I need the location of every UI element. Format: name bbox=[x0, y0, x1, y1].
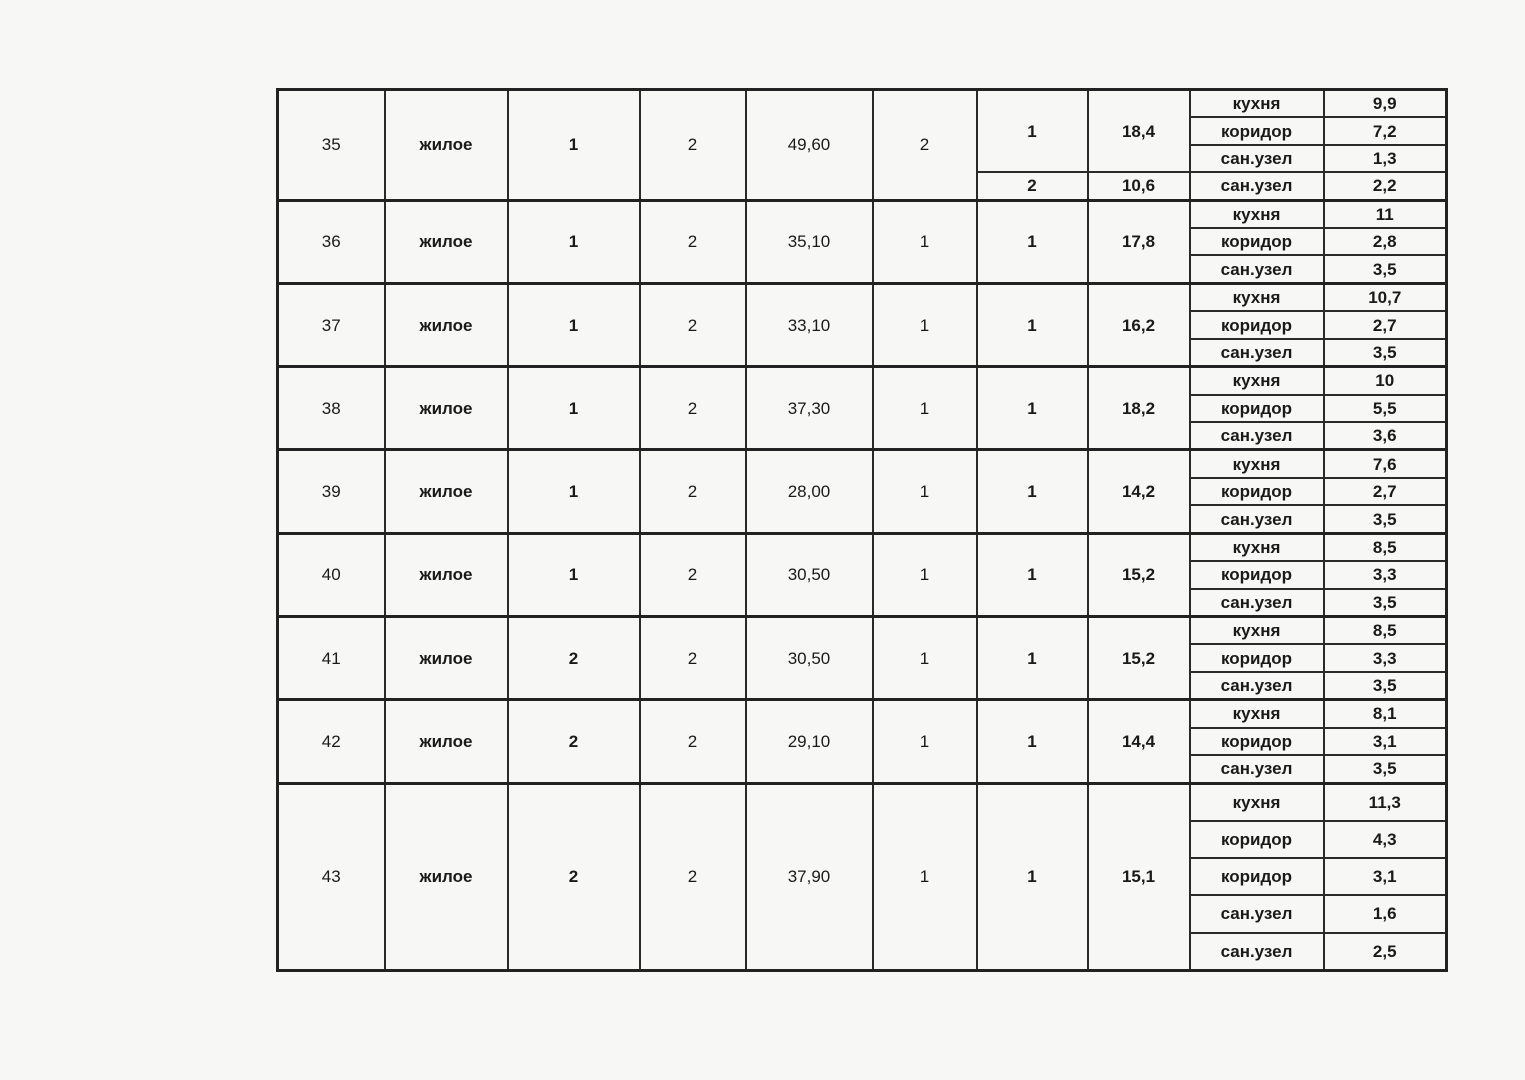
aux-room-area-cell: 4,3 bbox=[1324, 821, 1447, 858]
living-room-area-cell: 15,2 bbox=[1088, 616, 1190, 699]
aux-room-area-cell: 8,1 bbox=[1324, 700, 1447, 728]
premises-type-cell: жилое bbox=[385, 90, 508, 201]
table-row bbox=[278, 90, 1447, 118]
living-room-number-cell: 1 bbox=[977, 367, 1088, 450]
living-room-area-cell: 14,2 bbox=[1088, 450, 1190, 533]
premises-type-cell: жилое bbox=[385, 450, 508, 533]
aux-room-name-cell: коридор bbox=[1190, 228, 1324, 255]
aux-room-area-cell: 10 bbox=[1324, 367, 1447, 395]
aux-room-area-cell: 2,2 bbox=[1324, 172, 1447, 200]
section-cell: 2 bbox=[640, 367, 746, 450]
floor-cell: 2 bbox=[508, 616, 640, 699]
aux-room-name-cell: коридор bbox=[1190, 478, 1324, 505]
aux-room-name-cell: коридор bbox=[1190, 561, 1324, 588]
aux-room-area-cell: 3,1 bbox=[1324, 728, 1447, 755]
aux-room-name-cell: коридор bbox=[1190, 395, 1324, 422]
section-cell: 2 bbox=[640, 533, 746, 616]
floor-cell: 1 bbox=[508, 200, 640, 283]
apartment-number-cell: 37 bbox=[278, 283, 385, 366]
floor-cell: 2 bbox=[508, 783, 640, 970]
rooms-count-cell: 1 bbox=[873, 450, 977, 533]
aux-room-name-cell: сан.узел bbox=[1190, 755, 1324, 783]
rooms-count-cell: 1 bbox=[873, 283, 977, 366]
total-area-cell: 29,10 bbox=[746, 700, 873, 783]
table-row bbox=[278, 200, 1447, 228]
premises-type-cell: жилое bbox=[385, 533, 508, 616]
aux-room-area-cell: 3,5 bbox=[1324, 672, 1447, 700]
apartment-number-cell: 42 bbox=[278, 700, 385, 783]
aux-room-name-cell: сан.узел bbox=[1190, 255, 1324, 283]
floor-cell: 1 bbox=[508, 450, 640, 533]
premises-type-cell: жилое bbox=[385, 200, 508, 283]
aux-room-area-cell: 11 bbox=[1324, 200, 1447, 228]
apartment-number-cell: 39 bbox=[278, 450, 385, 533]
section-cell: 2 bbox=[640, 90, 746, 201]
aux-room-area-cell: 11,3 bbox=[1324, 783, 1447, 821]
aux-room-name-cell: коридор bbox=[1190, 644, 1324, 671]
table-row bbox=[278, 450, 1447, 478]
aux-room-area-cell: 3,1 bbox=[1324, 858, 1447, 895]
aux-room-name-cell: коридор bbox=[1190, 821, 1324, 858]
section-cell: 2 bbox=[640, 700, 746, 783]
section-cell: 2 bbox=[640, 616, 746, 699]
living-room-area-cell: 10,6 bbox=[1088, 172, 1190, 200]
premises-type-cell: жилое bbox=[385, 700, 508, 783]
aux-room-area-cell: 8,5 bbox=[1324, 616, 1447, 644]
premises-type-cell: жилое bbox=[385, 783, 508, 970]
aux-room-area-cell: 1,3 bbox=[1324, 145, 1447, 172]
rooms-count-cell: 1 bbox=[873, 616, 977, 699]
aux-room-name-cell: кухня bbox=[1190, 367, 1324, 395]
table-row bbox=[278, 533, 1447, 561]
aux-room-area-cell: 9,9 bbox=[1324, 90, 1447, 118]
aux-room-name-cell: сан.узел bbox=[1190, 145, 1324, 172]
living-room-area-cell: 15,1 bbox=[1088, 783, 1190, 970]
rooms-count-cell: 1 bbox=[873, 533, 977, 616]
aux-room-area-cell: 3,5 bbox=[1324, 589, 1447, 617]
aux-room-name-cell: кухня bbox=[1190, 450, 1324, 478]
total-area-cell: 35,10 bbox=[746, 200, 873, 283]
living-room-area-cell: 14,4 bbox=[1088, 700, 1190, 783]
apartment-number-cell: 40 bbox=[278, 533, 385, 616]
aux-room-name-cell: сан.узел bbox=[1190, 933, 1324, 971]
rooms-count-cell: 1 bbox=[873, 783, 977, 970]
living-room-area-cell: 15,2 bbox=[1088, 533, 1190, 616]
aux-room-area-cell: 8,5 bbox=[1324, 533, 1447, 561]
section-cell: 2 bbox=[640, 783, 746, 970]
aux-room-name-cell: коридор bbox=[1190, 728, 1324, 755]
aux-room-area-cell: 2,8 bbox=[1324, 228, 1447, 255]
table-row bbox=[278, 616, 1447, 644]
total-area-cell: 49,60 bbox=[746, 90, 873, 201]
floor-cell: 1 bbox=[508, 283, 640, 366]
aux-room-name-cell: кухня bbox=[1190, 283, 1324, 311]
living-room-area-cell: 18,4 bbox=[1088, 90, 1190, 173]
aux-room-name-cell: кухня bbox=[1190, 533, 1324, 561]
aux-room-name-cell: сан.узел bbox=[1190, 672, 1324, 700]
aux-room-name-cell: сан.узел bbox=[1190, 589, 1324, 617]
premises-type-cell: жилое bbox=[385, 283, 508, 366]
aux-room-area-cell: 3,5 bbox=[1324, 339, 1447, 367]
living-room-number-cell: 2 bbox=[977, 172, 1088, 200]
floor-cell: 1 bbox=[508, 367, 640, 450]
section-cell: 2 bbox=[640, 450, 746, 533]
living-room-area-cell: 18,2 bbox=[1088, 367, 1190, 450]
floor-cell: 1 bbox=[508, 90, 640, 201]
aux-room-area-cell: 3,5 bbox=[1324, 755, 1447, 783]
aux-room-name-cell: сан.узел bbox=[1190, 339, 1324, 367]
aux-room-name-cell: сан.узел bbox=[1190, 172, 1324, 200]
living-room-area-cell: 16,2 bbox=[1088, 283, 1190, 366]
section-cell: 2 bbox=[640, 200, 746, 283]
premises-type-cell: жилое bbox=[385, 616, 508, 699]
rooms-count-cell: 1 bbox=[873, 200, 977, 283]
table-row bbox=[278, 283, 1447, 311]
living-room-number-cell: 1 bbox=[977, 533, 1088, 616]
premises-type-cell: жилое bbox=[385, 367, 508, 450]
aux-room-name-cell: кухня bbox=[1190, 700, 1324, 728]
table-row bbox=[278, 783, 1447, 821]
total-area-cell: 28,00 bbox=[746, 450, 873, 533]
aux-room-area-cell: 7,6 bbox=[1324, 450, 1447, 478]
total-area-cell: 37,30 bbox=[746, 367, 873, 450]
rooms-count-cell: 2 bbox=[873, 90, 977, 201]
section-cell: 2 bbox=[640, 283, 746, 366]
living-room-number-cell: 1 bbox=[977, 616, 1088, 699]
table-row bbox=[278, 700, 1447, 728]
aux-room-name-cell: кухня bbox=[1190, 200, 1324, 228]
aux-room-area-cell: 2,7 bbox=[1324, 311, 1447, 338]
aux-room-area-cell: 3,5 bbox=[1324, 255, 1447, 283]
aux-room-area-cell: 3,3 bbox=[1324, 561, 1447, 588]
apartment-number-cell: 41 bbox=[278, 616, 385, 699]
total-area-cell: 37,90 bbox=[746, 783, 873, 970]
floor-cell: 2 bbox=[508, 700, 640, 783]
apartments-table bbox=[276, 88, 1448, 972]
total-area-cell: 33,10 bbox=[746, 283, 873, 366]
living-room-number-cell: 1 bbox=[977, 700, 1088, 783]
aux-room-area-cell: 2,5 bbox=[1324, 933, 1447, 971]
rooms-count-cell: 1 bbox=[873, 700, 977, 783]
aux-room-area-cell: 3,5 bbox=[1324, 505, 1447, 533]
rooms-count-cell: 1 bbox=[873, 367, 977, 450]
table-body bbox=[278, 90, 1447, 971]
living-room-number-cell: 1 bbox=[977, 783, 1088, 970]
apartment-number-cell: 36 bbox=[278, 200, 385, 283]
floor-cell: 1 bbox=[508, 533, 640, 616]
apartment-number-cell: 38 bbox=[278, 367, 385, 450]
aux-room-name-cell: коридор bbox=[1190, 311, 1324, 338]
aux-room-area-cell: 10,7 bbox=[1324, 283, 1447, 311]
aux-room-area-cell: 2,7 bbox=[1324, 478, 1447, 505]
aux-room-name-cell: кухня bbox=[1190, 616, 1324, 644]
living-room-number-cell: 1 bbox=[977, 450, 1088, 533]
living-room-number-cell: 1 bbox=[977, 283, 1088, 366]
living-room-number-cell: 1 bbox=[977, 90, 1088, 173]
aux-room-name-cell: сан.узел bbox=[1190, 422, 1324, 450]
aux-room-name-cell: сан.узел bbox=[1190, 895, 1324, 932]
aux-room-name-cell: коридор bbox=[1190, 117, 1324, 144]
aux-room-name-cell: кухня bbox=[1190, 90, 1324, 118]
total-area-cell: 30,50 bbox=[746, 533, 873, 616]
aux-room-area-cell: 3,3 bbox=[1324, 644, 1447, 671]
aux-room-name-cell: кухня bbox=[1190, 783, 1324, 821]
aux-room-area-cell: 3,6 bbox=[1324, 422, 1447, 450]
living-room-area-cell: 17,8 bbox=[1088, 200, 1190, 283]
aux-room-name-cell: сан.узел bbox=[1190, 505, 1324, 533]
aux-room-area-cell: 1,6 bbox=[1324, 895, 1447, 932]
total-area-cell: 30,50 bbox=[746, 616, 873, 699]
apartment-number-cell: 43 bbox=[278, 783, 385, 970]
living-room-number-cell: 1 bbox=[977, 200, 1088, 283]
aux-room-area-cell: 5,5 bbox=[1324, 395, 1447, 422]
apartment-number-cell: 35 bbox=[278, 90, 385, 201]
aux-room-area-cell: 7,2 bbox=[1324, 117, 1447, 144]
table-row bbox=[278, 367, 1447, 395]
aux-room-name-cell: коридор bbox=[1190, 858, 1324, 895]
